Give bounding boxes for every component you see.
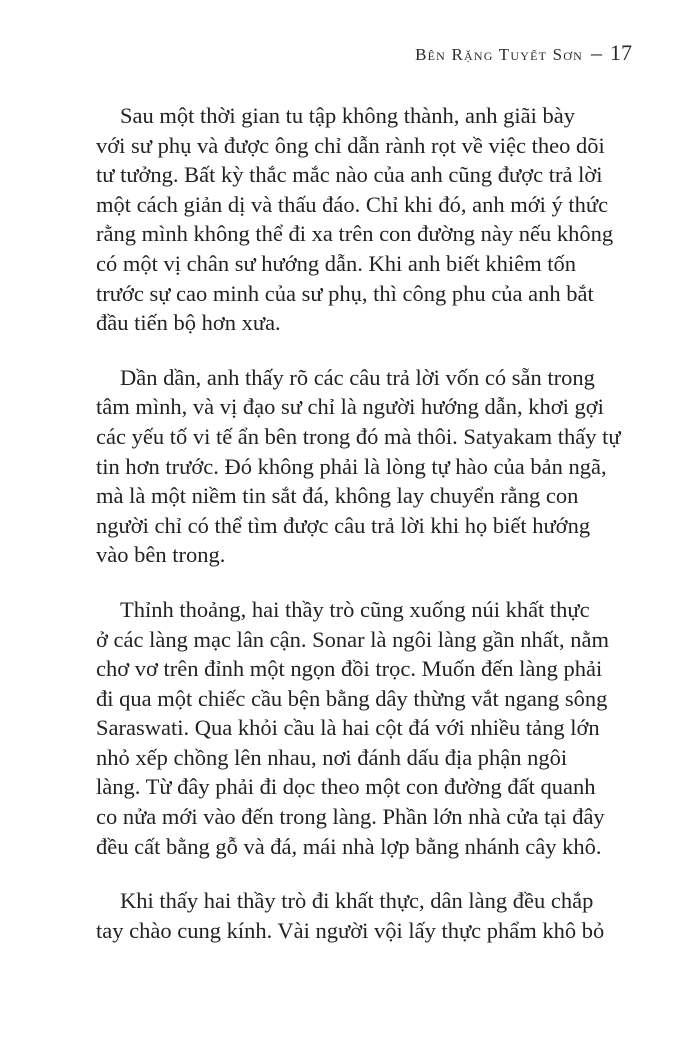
page-number: 17 — [610, 40, 632, 65]
header-separator: – — [591, 40, 602, 65]
paragraph — [96, 595, 636, 861]
text-line: mà là một niềm tin sắt đá, không lay chuyển rằng con — [96, 483, 579, 509]
text-line: người chỉ có thể tìm được câu trả lời khi họ biết hướng — [96, 512, 591, 538]
text-line: nhỏ xếp chồng lên nhau, nơi đánh dấu địa phận ngôi — [96, 744, 568, 770]
text-line: có một vị chân sư hướng dẫn. Khi anh biết khiêm tốn — [96, 250, 576, 276]
text-line: Thỉnh thoảng, hai thầy trò cũng xuống núi khất thực — [120, 596, 590, 622]
paragraph — [96, 363, 636, 570]
text-line: đều cất bằng gỗ và đá, mái nhà lợp bằng nhánh cây khô. — [96, 833, 602, 859]
running-header — [415, 40, 632, 66]
text-line: Saraswati. Qua khỏi cầu là hai cột đá với nhiều tảng lớn — [96, 715, 600, 741]
paragraph — [96, 886, 636, 945]
text-line: đầu tiến bộ hơn xưa. — [96, 310, 281, 336]
text-line: tin hơn trước. Đó không phải là lòng tự hào của bản ngã, — [96, 453, 607, 479]
text-line: Khi thấy hai thầy trò đi khất thực, dân làng đều chắp — [120, 888, 594, 914]
text-line: Sau một thời gian tu tập không thành, anh giãi bày — [120, 103, 575, 128]
text-line: Dần dần, anh thấy rõ các câu trả lời vốn có sẵn trong — [120, 364, 595, 390]
text-line: ở các làng mạc lân cận. Sonar là ngôi làng gần nhất, nằm — [96, 626, 609, 652]
text-line: tay chào cung kính. Vài người vội lấy thực phẩm khô bỏ — [96, 917, 605, 943]
text-line: tư tưởng. Bất kỳ thắc mắc nào của anh cũng được trả lời — [96, 162, 603, 188]
text-line: với sư phụ và được ông chỉ dẫn rành rọt về việc theo dõi — [96, 132, 605, 158]
text-line: co nửa mới vào đến trong làng. Phần lớn nhà cửa tại đây — [96, 804, 605, 830]
text-line: đi qua một chiếc cầu bện bằng dây thừng vắt ngang sông — [96, 685, 608, 711]
text-line: trước sự cao minh của sư phụ, thì công phu của anh bắt — [96, 280, 594, 306]
body-text — [96, 101, 636, 970]
book-title: Bên Rặng Tuyết Sơn — [415, 45, 583, 64]
text-line: chơ vơ trên đỉnh một ngọn đồi trọc. Muốn đến làng phải — [96, 656, 603, 682]
text-line: làng. Từ đây phải đi dọc theo một con đường đất quanh — [96, 774, 596, 800]
text-line: rằng mình không thể đi xa trên con đường này nếu không — [96, 221, 614, 247]
text-line: tâm mình, và vị đạo sư chỉ là người hướng dẫn, khơi gợi — [96, 394, 604, 420]
text-line: một cách giản dị và thấu đáo. Chỉ khi đó, anh mới ý thức — [96, 191, 609, 217]
text-line: vào bên trong. — [96, 542, 226, 568]
paragraph — [96, 101, 636, 338]
text-line: các yếu tố vi tế ẩn bên trong đó mà thôi. Satyakam thấy tự — [96, 423, 621, 449]
